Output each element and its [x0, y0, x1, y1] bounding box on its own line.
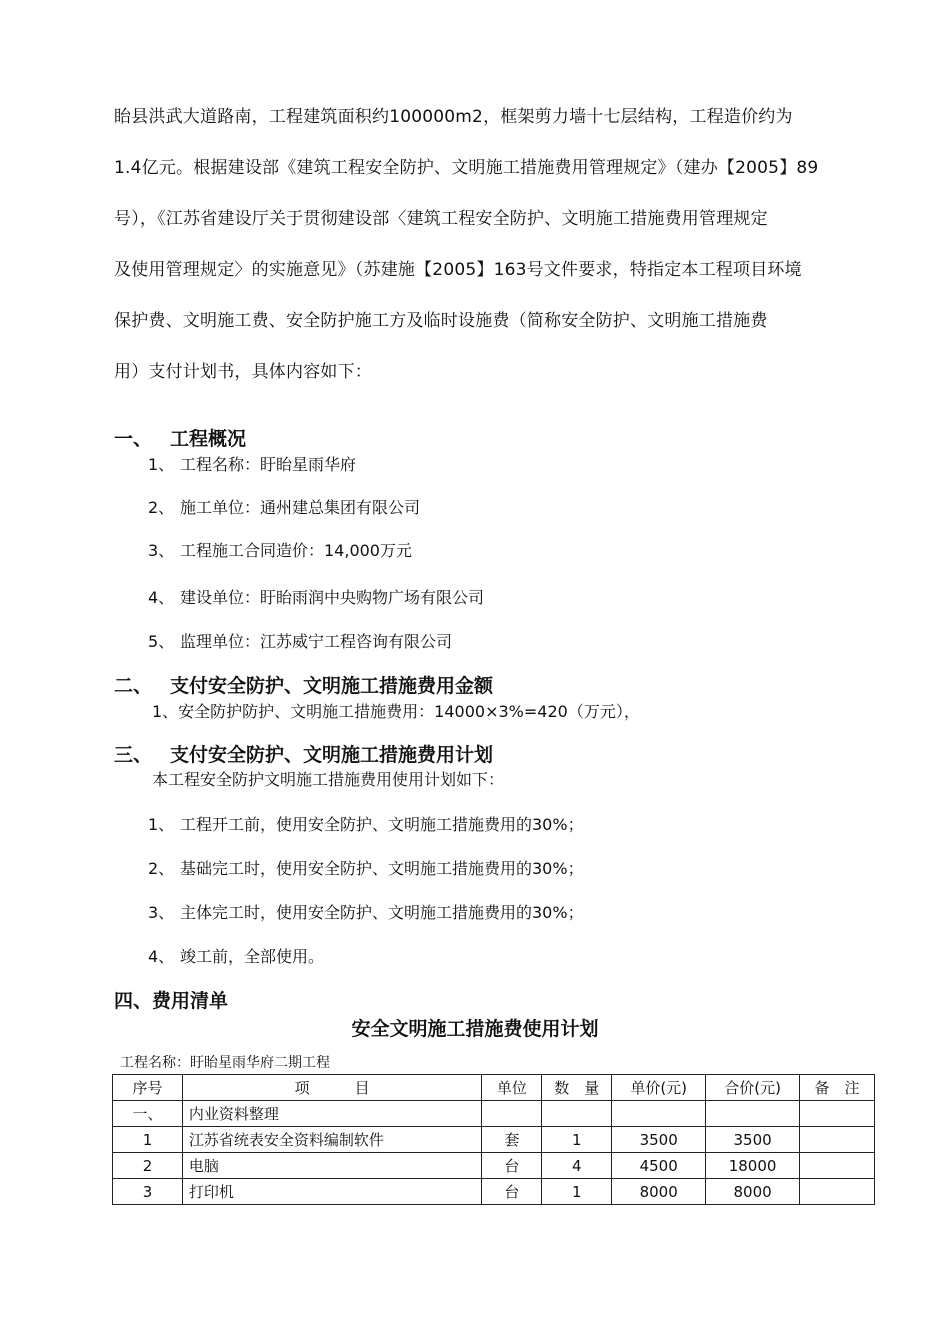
table-cell: 套 — [482, 1127, 542, 1153]
table-title: 安全文明施工措施费使用计划 — [351, 1018, 599, 1040]
table-row — [113, 1127, 875, 1153]
item-number: 4、 — [148, 947, 175, 966]
section-heading-amount — [114, 671, 493, 698]
table-cell: 打印机 — [182, 1179, 481, 1205]
overview-item — [148, 452, 356, 475]
item-number: 2、 — [148, 859, 175, 878]
table-cell: 4 — [542, 1153, 612, 1179]
intro-line: 用）支付计划书，具体内容如下： — [114, 362, 372, 382]
table-cell: 内业资料整理 — [182, 1101, 481, 1127]
table-cell: 一、 — [113, 1101, 183, 1127]
overview-item — [148, 538, 412, 561]
header-cell: 合价(元) — [706, 1075, 800, 1101]
item-number: 3、 — [148, 541, 175, 560]
item-text: 工程开工前，使用安全防护、文明施工措施费用的30%； — [180, 815, 584, 834]
intro-line: 眙县洪武大道路南，工程建筑面积约100000m2，框架剪力墙十七层结构，工程造价约为 — [114, 107, 793, 127]
plan-item — [148, 900, 584, 923]
item-text: 基础完工时，使用安全防护、文明施工措施费用的30%； — [180, 859, 584, 878]
item-text: 主体完工时，使用安全防护、文明施工措施费用的30%； — [180, 903, 584, 922]
section-title: 支付安全防护、文明施工措施费用金额 — [170, 675, 494, 697]
intro-line: 1.4亿元。根据建设部《建筑工程安全防护、文明施工措施费用管理规定》（建办【2005】89 — [114, 158, 819, 178]
table-cell: 8000 — [706, 1179, 800, 1205]
intro-paragraph — [114, 92, 834, 398]
header-cell: 数 量 — [542, 1075, 612, 1101]
table-cell: 3500 — [612, 1127, 706, 1153]
item-text: 工程名称：盱眙星雨华府 — [180, 455, 357, 474]
header-cell: 序号 — [113, 1075, 183, 1101]
item-text: 施工单位：通州建总集团有限公司 — [180, 498, 421, 517]
section-title: 工程概况 — [170, 428, 247, 450]
project-name-line: 工程名称：盱眙星雨华府二期工程 — [120, 1055, 330, 1071]
table-cell — [482, 1101, 542, 1127]
amount-line: 1、安全防护防护、文明施工措施费用：14000×3%=420（万元）， — [152, 702, 640, 721]
header-cell: 备 注 — [800, 1075, 875, 1101]
intro-line: 号），《江苏省建设厅关于贯彻建设部〈建筑工程安全防护、文明施工措施费用管理规定 — [114, 209, 768, 229]
section-heading-overview — [114, 424, 246, 451]
section-number: 二、 — [114, 675, 153, 697]
header-cell: 单位 — [482, 1075, 542, 1101]
table-cell: 1 — [542, 1127, 612, 1153]
table-cell: 4500 — [612, 1153, 706, 1179]
cost-table — [112, 1074, 875, 1205]
table-cell: 2 — [113, 1153, 183, 1179]
table-cell: 18000 — [706, 1153, 800, 1179]
table-cell — [612, 1101, 706, 1127]
table-cell: 1 — [113, 1127, 183, 1153]
item-number: 1、 — [148, 455, 175, 474]
overview-item — [148, 495, 420, 518]
overview-item — [148, 629, 452, 652]
item-text: 建设单位：盱眙雨润中央购物广场有限公司 — [180, 588, 485, 607]
overview-item — [148, 585, 484, 608]
table-cell: 8000 — [612, 1179, 706, 1205]
item-number: 5、 — [148, 632, 175, 651]
plan-item — [148, 812, 584, 835]
table-cell: 1 — [542, 1179, 612, 1205]
section-number: 一、 — [114, 428, 153, 450]
item-number: 1、 — [148, 815, 175, 834]
table-cell: 3500 — [706, 1127, 800, 1153]
table-cell — [800, 1127, 875, 1153]
table-cell — [542, 1101, 612, 1127]
header-cell: 单价(元) — [612, 1075, 706, 1101]
section-title: 支付安全防护、文明施工措施费用计划 — [170, 744, 494, 766]
item-text: 竣工前，全部使用。 — [180, 947, 325, 966]
item-number: 3、 — [148, 903, 175, 922]
plan-item — [148, 944, 324, 967]
section-heading-plan — [114, 740, 493, 767]
item-text: 监理单位：江苏威宁工程咨询有限公司 — [180, 632, 453, 651]
section-number: 三、 — [114, 744, 153, 766]
table-cell: 台 — [482, 1179, 542, 1205]
table-row — [113, 1179, 875, 1205]
table-cell — [800, 1179, 875, 1205]
section-heading-cost-list: 四、费用清单 — [114, 990, 229, 1012]
table-cell — [706, 1101, 800, 1127]
table-row — [113, 1153, 875, 1179]
plan-intro: 本工程安全防护文明施工措施费用使用计划如下： — [152, 770, 505, 789]
table-cell — [800, 1153, 875, 1179]
intro-line: 保护费、文明施工费、安全防护施工方及临时设施费（简称安全防护、文明施工措施费 — [114, 311, 768, 331]
item-text: 工程施工合同造价：14,000万元 — [180, 541, 412, 560]
plan-item — [148, 856, 584, 879]
intro-line: 及使用管理规定〉的实施意见》（苏建施【2005】163号文件要求，特指定本工程项目环境 — [114, 260, 802, 280]
item-number: 2、 — [148, 498, 175, 517]
table-cell — [800, 1101, 875, 1127]
header-cell: 项 目 — [182, 1075, 481, 1101]
table-cell: 台 — [482, 1153, 542, 1179]
table-cell: 电脑 — [182, 1153, 481, 1179]
table-row — [113, 1101, 875, 1127]
table-cell: 江苏省统表安全资料编制软件 — [182, 1127, 481, 1153]
table-cell: 3 — [113, 1179, 183, 1205]
item-number: 4、 — [148, 588, 175, 607]
table-header-row — [113, 1075, 875, 1101]
